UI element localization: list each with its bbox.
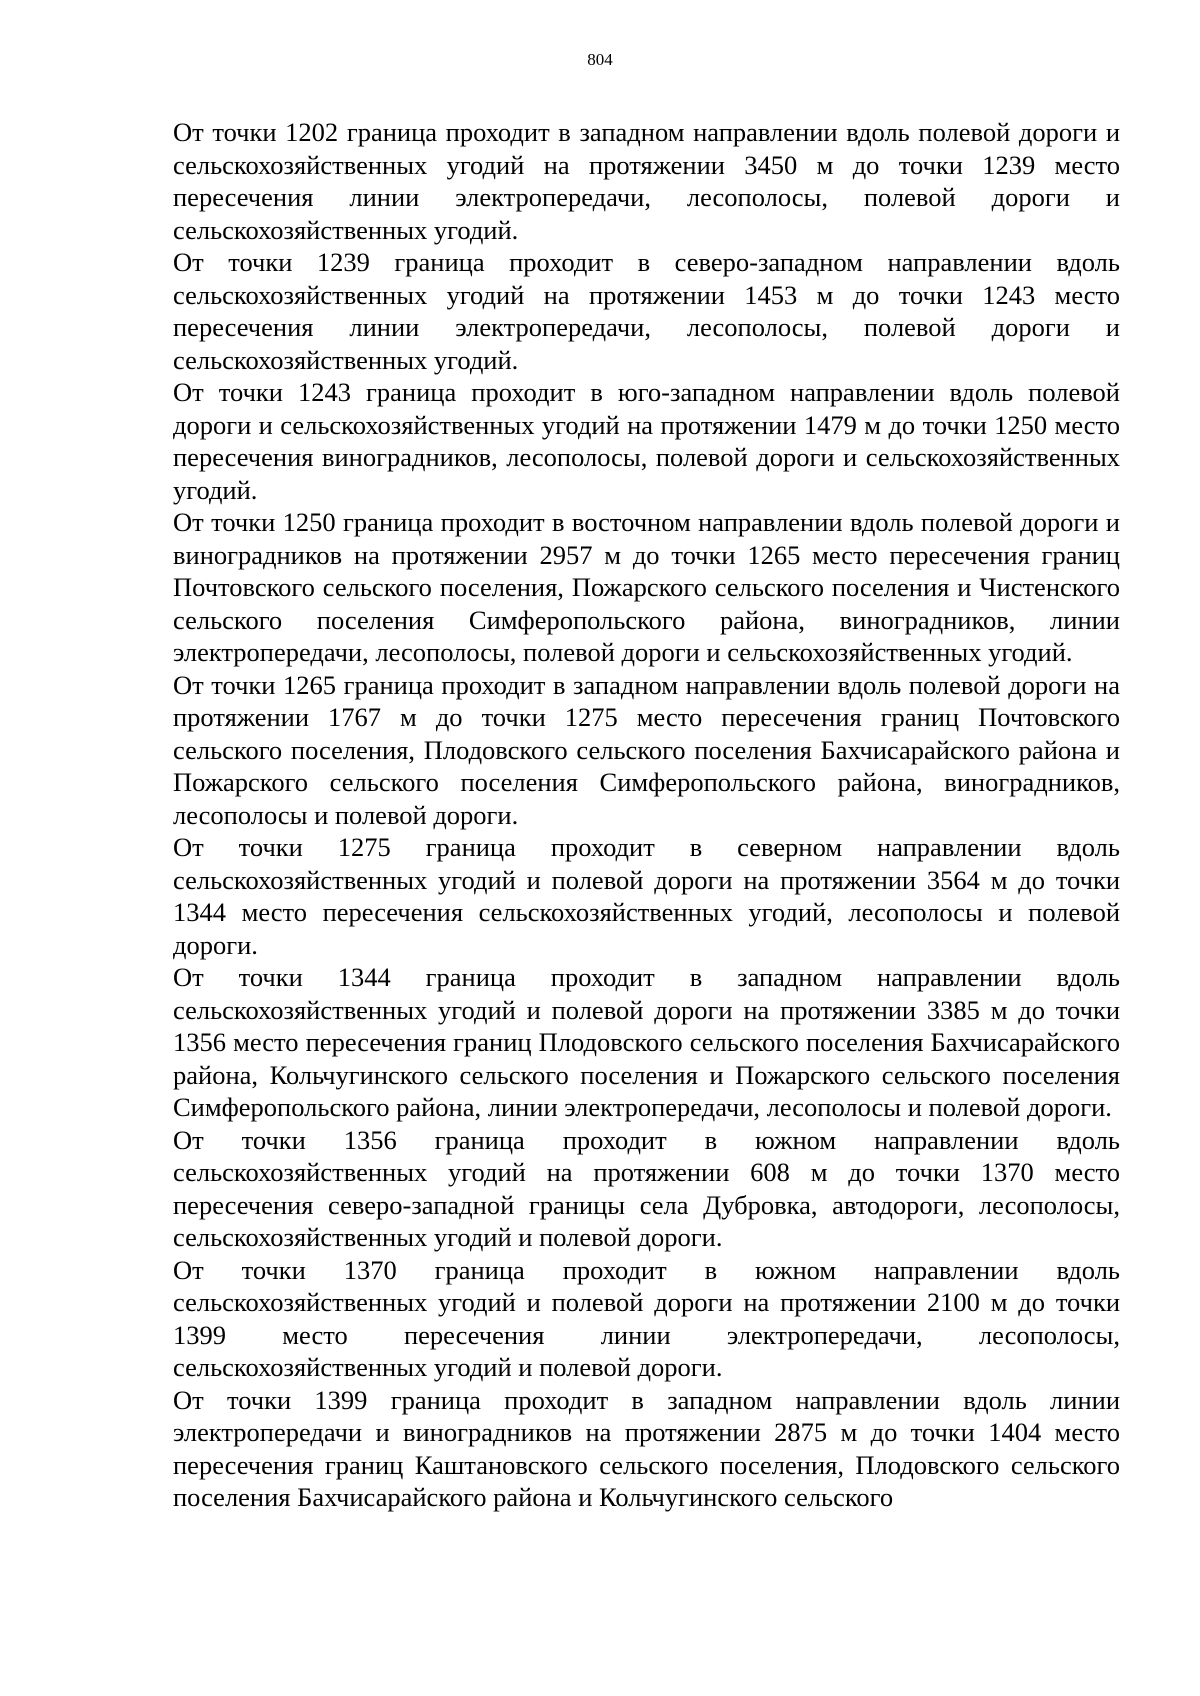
paragraph-1370-1399: От точки 1370 граница проходит в южном направлении вдоль сельскохозяйственных угодий и полевой дороги на протяжении 2100 м до точки 1399 место пересечения линии электропередачи, лесополосы, сельскохозяйственных угодий и полевой дороги. (173, 1254, 1120, 1382)
page-number: 804 (587, 50, 613, 69)
paragraph-1202-1239: От точки 1202 граница проходит в западном направлении вдоль полевой дороги и сельскохозяйственных угодий на протяжении 3450 м до точки 1239 место пересечения линии электропередачи, лесополосы, полевой дороги и сельскохозяйственных угодий. (173, 117, 1120, 245)
paragraph-1243-1250: От точки 1243 граница проходит в юго-западном направлении вдоль полевой дороги и сельскохозяйственных угодий на протяжении 1479 м до точки 1250 место пересечения виноградников, лесополосы, полевой дороги и сельскохозяйственных угодий. (173, 377, 1120, 505)
paragraph-1275-1344: От точки 1275 граница проходит в северном направлении вдоль сельскохозяйственных угодий и полевой дороги на протяжении 3564 м до точки 1344 место пересечения сельскохозяйственных угодий, лесополосы и полевой дороги. (173, 832, 1120, 960)
document-body (173, 116, 1120, 1514)
paragraph-1239-1243: От точки 1239 граница проходит в северо-западном направлении вдоль сельскохозяйственных угодий на протяжении 1453 м до точки 1243 место пересечения линии электропередачи, лесополосы, полевой дороги и сельскохозяйственных угодий. (173, 247, 1120, 375)
paragraph-1399-1404: От точки 1399 граница проходит в западном направлении вдоль линии электропередачи и виноградников на протяжении 2875 м до точки 1404 место пересечения границ Каштановского сельского поселения, Плодовского сельского поселения Бахчисарайского района и Кольчугинского сельского (173, 1384, 1120, 1512)
paragraph-1265-1275: От точки 1265 граница проходит в западном направлении вдоль полевой дороги на протяжении 1767 м до точки 1275 место пересечения границ Почтовского сельского поселения, Плодовского сельского поселения Бахчисарайского района и Пожарского сельского поселения Симферопольского района, виноградников, лесополосы и полевой дороги. (173, 669, 1120, 830)
paragraph-1356-1370: От точки 1356 граница проходит в южном направлении вдоль сельскохозяйственных угодий на протяжении 608 м до точки 1370 место пересечения северо-западной границы села Дубровка, автодороги, лесополосы, сельскохозяйственных угодий и полевой дороги. (173, 1124, 1120, 1252)
paragraph-1250-1265: От точки 1250 граница проходит в восточном направлении вдоль полевой дороги и виноградников на протяжении 2957 м до точки 1265 место пересечения границ Почтовского сельского поселения, Пожарского сельского поселения и Чистенского сельского поселения Симферопольского района, виноградников, линии электропередачи, лесополосы, полевой дороги и сельскохозяйственных угодий. (173, 507, 1120, 667)
paragraph-1344-1356: От точки 1344 граница проходит в западном направлении вдоль сельскохозяйственных угодий и полевой дороги на протяжении 3385 м до точки 1356 место пересечения границ Плодовского сельского поселения Бахчисарайского района, Кольчугинского сельского поселения и Пожарского сельского поселения Симферопольского района, линии электропередачи, лесополосы и полевой дороги. (173, 962, 1120, 1122)
